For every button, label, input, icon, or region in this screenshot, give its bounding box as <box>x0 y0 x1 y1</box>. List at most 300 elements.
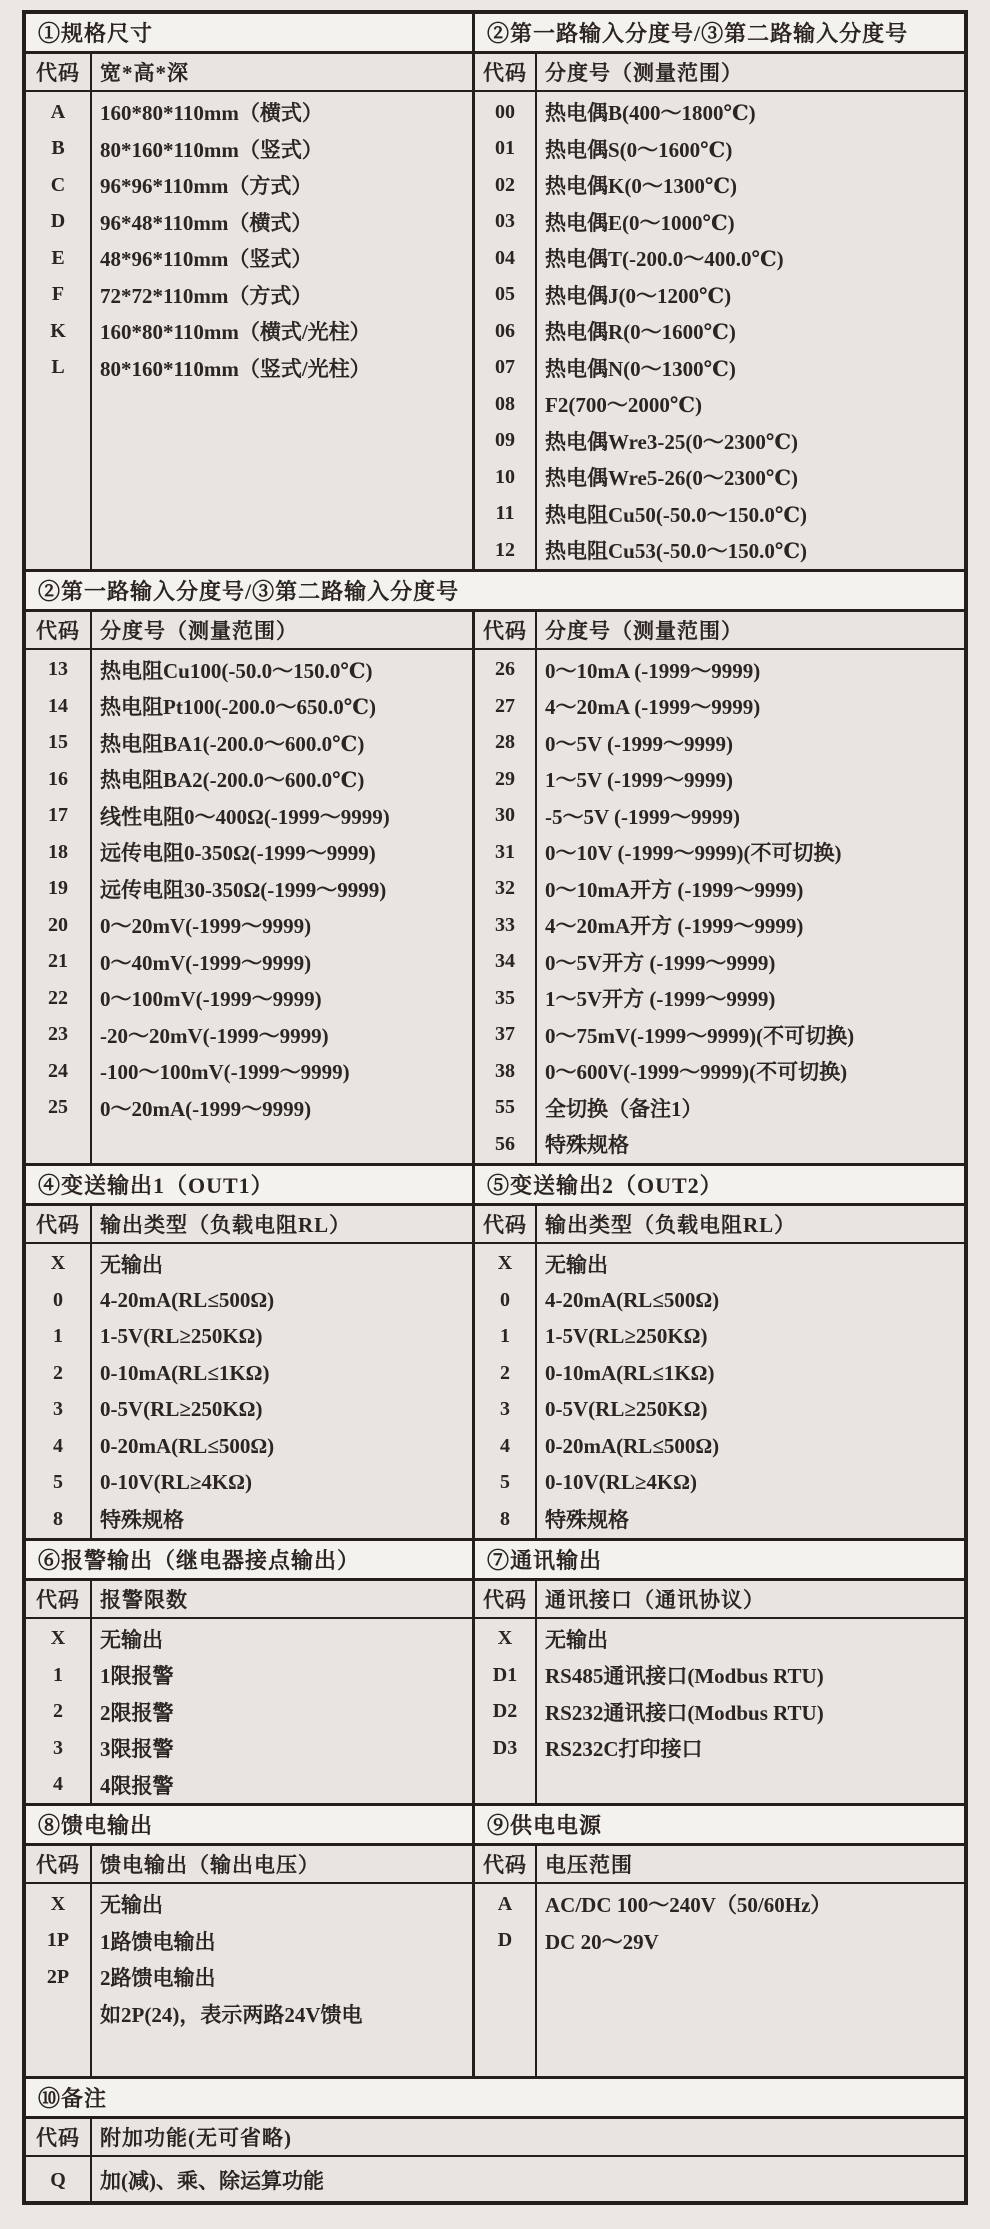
row-code-cell: 13 <box>48 658 68 681</box>
code-header: 代码 <box>36 1853 80 1877</box>
section-input-top <box>472 14 964 569</box>
row-desc-cell: 热电阻Cu53(-50.0～150.0℃) <box>545 539 807 564</box>
rows-input-right <box>475 650 964 1163</box>
row-desc-cell: -20～20mV(-1999～9999) <box>100 1023 329 1048</box>
row-desc-cell: 4～20mA (-1999～9999) <box>545 695 761 720</box>
table-row <box>475 1621 964 1658</box>
code-header: 代码 <box>36 1212 80 1237</box>
column-header-row <box>26 1206 472 1244</box>
desc-header: 电压范围 <box>545 1853 633 1877</box>
row-code-cell: 2 <box>53 1700 63 1723</box>
desc-header: 馈电输出（输出电压） <box>100 1853 320 1877</box>
row-code-cell: D1 <box>492 1663 518 1686</box>
table-row <box>26 1657 472 1694</box>
section-out2 <box>472 1166 964 1538</box>
row-code-cell: A <box>497 1892 513 1915</box>
row-code-cell: 26 <box>495 658 515 681</box>
row-desc-cell: 1-5V(RL≥250KΩ) <box>100 1324 263 1349</box>
row-desc-cell: 热电阻BA1(-200.0～600.0℃) <box>100 731 365 756</box>
row-code-cell: D2 <box>492 1700 518 1723</box>
section-body <box>26 612 472 1163</box>
row-code-cell: 1 <box>500 1325 510 1348</box>
row-desc-cell: 热电偶Wre3-25(0～2300℃) <box>545 429 799 454</box>
table-row <box>26 131 472 168</box>
row-desc-cell: 热电偶Wre5-26(0～2300℃) <box>545 466 799 491</box>
table-row <box>26 1501 472 1538</box>
row-code-cell: K <box>50 319 66 342</box>
row-code-cell: 56 <box>495 1132 515 1155</box>
code-header: 代码 <box>36 2126 80 2150</box>
row-desc-cell: 热电偶S(0～1600℃) <box>545 137 733 162</box>
section-input-main-left <box>26 612 472 1163</box>
row-desc-cell: 热电阻Cu50(-50.0～150.0℃) <box>545 502 807 527</box>
table-row <box>26 652 472 689</box>
band-feed-power <box>26 1803 964 2076</box>
rows-input-top <box>475 92 964 569</box>
row-desc-cell: 热电偶R(0～1600℃) <box>545 320 736 345</box>
row-desc-cell: 0～100mV(-1999～9999) <box>100 987 322 1012</box>
table-row <box>475 1501 964 1538</box>
row-code-cell: 3 <box>53 1736 63 1759</box>
row-code-cell: X <box>50 1252 66 1275</box>
row-code-cell: 28 <box>495 731 515 754</box>
table-row <box>26 1355 472 1392</box>
row-code-cell: C <box>50 173 66 196</box>
row-desc-cell: 4-20mA(RL≤500Ω) <box>545 1287 720 1312</box>
table-row <box>475 313 964 350</box>
table-row <box>26 1996 472 2033</box>
ordering-spec-table <box>22 10 968 2205</box>
row-desc-cell: 1路馈电输出 <box>100 1929 216 1954</box>
row-desc-cell: 热电偶T(-200.0～400.0℃) <box>545 247 784 272</box>
section-body <box>26 1581 472 1804</box>
row-code-cell: 10 <box>495 465 515 488</box>
row-code-cell: 0 <box>53 1288 63 1311</box>
column-header-row <box>26 612 472 650</box>
rows-spec <box>26 92 472 566</box>
row-desc-cell: 0～75mV(-1999～9999)(不可切换) <box>545 1023 855 1048</box>
table-row <box>26 1886 472 1923</box>
table-row <box>26 1319 472 1356</box>
section-title: ④变送输出1（OUT1） <box>26 1166 472 1206</box>
section-alarm <box>26 1541 472 1804</box>
table-row <box>475 980 964 1017</box>
column-header-row <box>475 1581 964 1619</box>
table-row <box>475 94 964 131</box>
row-code-cell: 4 <box>53 1773 63 1796</box>
row-code-cell: 30 <box>495 804 515 827</box>
section-spec-size <box>26 14 472 569</box>
desc-header: 分度号（测量范围） <box>100 618 298 643</box>
row-desc-cell: 80*160*110mm（竖式） <box>100 137 323 162</box>
row-code-cell: 27 <box>495 694 515 717</box>
row-code-cell: 4 <box>53 1434 63 1457</box>
row-desc-cell: 0-20mA(RL≤500Ω) <box>100 1433 275 1458</box>
table-row <box>475 1355 964 1392</box>
rows-comm <box>475 1619 964 1801</box>
row-code-cell: 1P <box>46 1929 70 1952</box>
rows-power <box>475 1884 964 2076</box>
row-desc-cell: 特殊规格 <box>545 1508 629 1533</box>
table-row <box>475 204 964 241</box>
row-desc-cell: F2(700～2000℃) <box>545 393 702 418</box>
table-row <box>26 980 472 1017</box>
row-desc-cell: 0-5V(RL≥250KΩ) <box>545 1397 708 1422</box>
row-desc-cell: 特殊规格 <box>100 1508 184 1533</box>
table-row <box>26 688 472 725</box>
rows-out1 <box>26 1244 472 1538</box>
row-code-cell: 09 <box>495 429 515 452</box>
table-row <box>475 907 964 944</box>
row-desc-cell: 0-20mA(RL≤500Ω) <box>545 1433 720 1458</box>
row-desc-cell: 热电偶K(0～1300℃) <box>545 174 737 199</box>
table-row <box>475 834 964 871</box>
row-desc-cell: 热电阻Pt100(-200.0～650.0℃) <box>100 695 376 720</box>
row-code-cell: B <box>51 137 65 160</box>
row-code-cell: 01 <box>495 137 515 160</box>
row-code-cell: 17 <box>48 804 68 827</box>
desc-header: 输出类型（负载电阻RL） <box>100 1212 352 1237</box>
band-spec-and-input <box>26 14 964 569</box>
column-header-row <box>475 1846 964 1884</box>
row-code-cell: 14 <box>48 694 68 717</box>
section-body <box>26 2119 964 2201</box>
table-row <box>26 834 472 871</box>
table-row <box>475 1923 964 1960</box>
table-row <box>26 907 472 944</box>
table-row <box>475 532 964 569</box>
row-desc-cell: 0-5V(RL≥250KΩ) <box>100 1397 263 1422</box>
row-code-cell: 21 <box>48 950 68 973</box>
row-desc-cell: 0-10mA(RL≤1KΩ) <box>545 1360 715 1385</box>
row-desc-cell: 无输出 <box>100 1252 163 1277</box>
table-row <box>475 1694 964 1731</box>
row-desc-cell: 1～5V (-1999～9999) <box>545 768 734 793</box>
row-desc-cell: 0～600V(-1999～9999)(不可切换) <box>545 1060 848 1085</box>
row-desc-cell: 0～10mA (-1999～9999) <box>545 658 761 683</box>
row-desc-cell: 无输出 <box>545 1627 608 1652</box>
row-code-cell: 29 <box>495 767 515 790</box>
row-desc-cell: 无输出 <box>100 1893 163 1918</box>
row-desc-cell: 72*72*110mm（方式） <box>100 283 313 308</box>
section-title: ②第一路输入分度号/③第二路输入分度号 <box>475 14 964 54</box>
table-row <box>26 725 472 762</box>
row-desc-cell: 96*48*110mm（横式） <box>100 210 313 235</box>
row-desc-cell: 48*96*110mm（竖式） <box>100 247 313 272</box>
desc-header: 分度号（测量范围） <box>545 618 743 643</box>
section-body <box>475 54 964 569</box>
row-desc-cell: 0～10V (-1999～9999)(不可切换) <box>545 841 842 866</box>
band-transmit-outputs <box>26 1163 964 1538</box>
section-body <box>475 612 964 1163</box>
row-code-cell: 8 <box>500 1507 510 1530</box>
row-desc-cell: 2路馈电输出 <box>100 1966 216 1991</box>
row-code-cell: 35 <box>495 986 515 1009</box>
desc-header: 输出类型（负载电阻RL） <box>545 1212 797 1237</box>
table-row <box>475 798 964 835</box>
code-header: 代码 <box>483 1587 527 1612</box>
section-comm <box>472 1541 964 1804</box>
row-desc-cell: 线性电阻0～400Ω(-1999～9999) <box>100 804 390 829</box>
table-row <box>475 1126 964 1163</box>
column-header-row <box>26 1846 472 1884</box>
table-row <box>475 725 964 762</box>
table-row <box>26 240 472 277</box>
table-row <box>475 1053 964 1090</box>
table-row <box>475 277 964 314</box>
row-desc-cell: 2限报警 <box>100 1700 174 1725</box>
table-row <box>475 350 964 387</box>
code-header: 代码 <box>483 1212 527 1237</box>
row-desc-cell: 全切换（备注1） <box>545 1096 703 1121</box>
table-row <box>475 1392 964 1429</box>
table-row <box>26 167 472 204</box>
row-code-cell: 25 <box>48 1096 68 1119</box>
row-code-cell: 1 <box>53 1325 63 1348</box>
table-row <box>26 350 472 387</box>
section-input-main-right <box>472 612 964 1163</box>
desc-header: 通讯接口（通讯协议） <box>545 1587 765 1612</box>
table-row <box>26 277 472 314</box>
row-desc-cell: 如2P(24)，表示两路24V馈电 <box>100 2002 363 2027</box>
row-code-cell: E <box>51 246 65 269</box>
row-code-cell: D3 <box>492 1736 518 1759</box>
section-title: ⑥报警输出（继电器接点输出） <box>26 1541 472 1581</box>
table-row <box>475 1319 964 1356</box>
row-desc-cell: 1限报警 <box>100 1664 174 1689</box>
section-body <box>26 1206 472 1538</box>
table-row <box>475 1428 964 1465</box>
row-desc-cell: 3限报警 <box>100 1737 174 1762</box>
row-desc-cell: 0～20mA(-1999～9999) <box>100 1096 312 1121</box>
table-row <box>26 1959 472 1996</box>
table-row <box>475 871 964 908</box>
row-code-cell: 0 <box>500 1288 510 1311</box>
table-row <box>26 94 472 131</box>
table-row <box>475 1730 964 1767</box>
table-row <box>26 944 472 981</box>
row-code-cell: A <box>50 100 66 123</box>
desc-header: 宽*高*深 <box>100 61 189 85</box>
table-row <box>475 423 964 460</box>
row-code-cell: 34 <box>495 950 515 973</box>
table-row <box>475 131 964 168</box>
table-row <box>475 688 964 725</box>
column-header-row <box>26 54 472 92</box>
row-code-cell: 2P <box>46 1965 70 1988</box>
row-desc-cell: 0～5V开方 (-1999～9999) <box>545 950 776 975</box>
row-desc-cell: 加(减)、乘、除运算功能 <box>100 2169 324 2193</box>
row-code-cell: 2 <box>500 1361 510 1384</box>
row-desc-cell: 0～10mA开方 (-1999～9999) <box>545 877 804 902</box>
row-code-cell: 38 <box>495 1059 515 1082</box>
row-code-cell: X <box>50 1892 66 1915</box>
row-desc-cell: -5～5V (-1999～9999) <box>545 804 741 829</box>
code-header: 代码 <box>483 1853 527 1877</box>
rows-feed <box>26 1884 472 2076</box>
table-row <box>26 1465 472 1502</box>
row-code-cell: 05 <box>495 283 515 306</box>
table-row <box>475 944 964 981</box>
section-body <box>26 54 472 569</box>
table-row <box>26 2159 964 2201</box>
table-row <box>475 1246 964 1283</box>
row-desc-cell: RS232C打印接口 <box>545 1737 703 1762</box>
row-desc-cell: 无输出 <box>545 1252 608 1277</box>
row-desc-cell: 0-10V(RL≥4KΩ) <box>100 1470 252 1495</box>
row-code-cell: D <box>50 210 66 233</box>
row-code-cell: 08 <box>495 392 515 415</box>
section-power <box>472 1806 964 2076</box>
row-desc-cell: RS485通讯接口(Modbus RTU) <box>545 1664 824 1689</box>
section-title: ②第一路输入分度号/③第二路输入分度号 <box>26 572 964 612</box>
table-row <box>475 1090 964 1127</box>
row-code-cell: Q <box>50 2168 66 2191</box>
code-header: 代码 <box>36 61 80 85</box>
row-desc-cell: DC 20～29V <box>545 1929 659 1954</box>
table-row <box>475 1886 964 1923</box>
table-row <box>26 1090 472 1127</box>
row-code-cell: 16 <box>48 767 68 790</box>
table-row <box>26 1282 472 1319</box>
band-notes <box>26 2076 964 2201</box>
row-code-cell: 18 <box>48 840 68 863</box>
section-body <box>26 1846 472 2076</box>
column-header-row <box>26 1581 472 1619</box>
table-row <box>26 1694 472 1731</box>
row-desc-cell: 1-5V(RL≥250KΩ) <box>545 1324 708 1349</box>
table-row <box>26 1923 472 1960</box>
rows-alarm <box>26 1619 472 1804</box>
rows-notes <box>26 2157 964 2201</box>
table-row <box>26 1053 472 1090</box>
row-desc-cell: 4～20mA开方 (-1999～9999) <box>545 914 804 939</box>
row-code-cell: X <box>50 1627 66 1650</box>
row-code-cell: 06 <box>495 319 515 342</box>
row-code-cell: 23 <box>48 1023 68 1046</box>
row-code-cell: X <box>497 1252 513 1275</box>
row-desc-cell: 160*80*110mm（横式/光柱） <box>100 320 371 345</box>
section-body <box>475 1846 964 2076</box>
row-desc-cell: 0-10mA(RL≤1KΩ) <box>100 1360 270 1385</box>
code-header: 代码 <box>36 618 80 643</box>
row-desc-cell: 1～5V开方 (-1999～9999) <box>545 987 776 1012</box>
table-row <box>475 761 964 798</box>
row-code-cell: 00 <box>495 100 515 123</box>
desc-header: 报警限数 <box>100 1587 188 1612</box>
row-code-cell: 19 <box>48 877 68 900</box>
table-row <box>475 1465 964 1502</box>
table-row <box>26 761 472 798</box>
table-row <box>475 386 964 423</box>
row-desc-cell: AC/DC 100～240V（50/60Hz） <box>545 1893 832 1918</box>
table-row <box>475 1017 964 1054</box>
row-code-cell: 4 <box>500 1434 510 1457</box>
table-row <box>475 652 964 689</box>
rows-input-left <box>26 650 472 1161</box>
column-header-row <box>475 1206 964 1244</box>
code-header: 代码 <box>36 1587 80 1612</box>
table-row <box>26 1621 472 1658</box>
table-row <box>475 1282 964 1319</box>
row-desc-cell: 0～40mV(-1999～9999) <box>100 950 312 975</box>
row-desc-cell: 热电偶B(400～1800℃) <box>545 101 756 126</box>
column-header-row <box>475 612 964 650</box>
section-title: ⑧馈电输出 <box>26 1806 472 1846</box>
column-header-row <box>475 54 964 92</box>
row-code-cell: 3 <box>53 1398 63 1421</box>
row-code-cell: 20 <box>48 913 68 936</box>
row-code-cell: 24 <box>48 1059 68 1082</box>
table-row <box>26 1767 472 1804</box>
table-row <box>26 1246 472 1283</box>
table-row <box>475 496 964 533</box>
row-desc-cell: 远传电阻0-350Ω(-1999～9999) <box>100 841 376 866</box>
table-row <box>26 204 472 241</box>
row-desc-cell: 96*96*110mm（方式） <box>100 174 313 199</box>
row-code-cell: 32 <box>495 877 515 900</box>
column-header-row <box>26 2119 964 2157</box>
row-desc-cell: 0～5V (-1999～9999) <box>545 731 734 756</box>
table-row <box>26 1730 472 1767</box>
desc-header: 附加功能(无可省略) <box>100 2126 292 2150</box>
table-row <box>26 1017 472 1054</box>
row-code-cell: 04 <box>495 246 515 269</box>
row-desc-cell: 远传电阻30-350Ω(-1999～9999) <box>100 877 387 902</box>
row-desc-cell: 热电偶N(0～1300℃) <box>545 356 736 381</box>
row-desc-cell: 热电阻BA2(-200.0～600.0℃) <box>100 768 365 793</box>
row-code-cell: 37 <box>495 1023 515 1046</box>
row-desc-cell: RS232通讯接口(Modbus RTU) <box>545 1700 824 1725</box>
row-desc-cell: 热电阻Cu100(-50.0～150.0℃) <box>100 658 373 683</box>
row-desc-cell: 特殊规格 <box>545 1133 629 1158</box>
row-code-cell: 5 <box>53 1471 63 1494</box>
row-code-cell: 15 <box>48 731 68 754</box>
section-feed <box>26 1806 472 2076</box>
row-code-cell: 1 <box>53 1663 63 1686</box>
section-title: ⑩备注 <box>26 2079 964 2119</box>
rows-out2 <box>475 1244 964 1538</box>
band-alarm-comm <box>26 1538 964 1804</box>
row-desc-cell: 热电偶E(0～1000℃) <box>545 210 735 235</box>
row-code-cell: F <box>51 283 65 306</box>
section-title: ⑤变送输出2（OUT2） <box>475 1166 964 1206</box>
section-body <box>475 1206 964 1538</box>
section-body <box>475 1581 964 1804</box>
row-desc-cell: 0-10V(RL≥4KΩ) <box>545 1470 697 1495</box>
table-row <box>475 1657 964 1694</box>
row-code-cell: 11 <box>495 502 515 525</box>
row-code-cell: 02 <box>495 173 515 196</box>
row-desc-cell: 热电偶J(0～1200℃) <box>545 283 732 308</box>
row-desc-cell: 4-20mA(RL≤500Ω) <box>100 1287 275 1312</box>
section-title: ⑨供电电源 <box>475 1806 964 1846</box>
input-main-columns <box>26 612 964 1163</box>
row-desc-cell: 4限报警 <box>100 1773 174 1798</box>
table-row <box>475 167 964 204</box>
row-desc-cell: -100～100mV(-1999～9999) <box>100 1060 350 1085</box>
row-code-cell: 2 <box>53 1361 63 1384</box>
section-out1 <box>26 1166 472 1538</box>
row-code-cell: 33 <box>495 913 515 936</box>
table-row <box>475 240 964 277</box>
row-code-cell: 12 <box>495 538 515 561</box>
row-code-cell: L <box>51 356 65 379</box>
table-row <box>26 871 472 908</box>
row-code-cell: X <box>497 1627 513 1650</box>
section-title: ①规格尺寸 <box>26 14 472 54</box>
band-input-main <box>26 569 964 1163</box>
